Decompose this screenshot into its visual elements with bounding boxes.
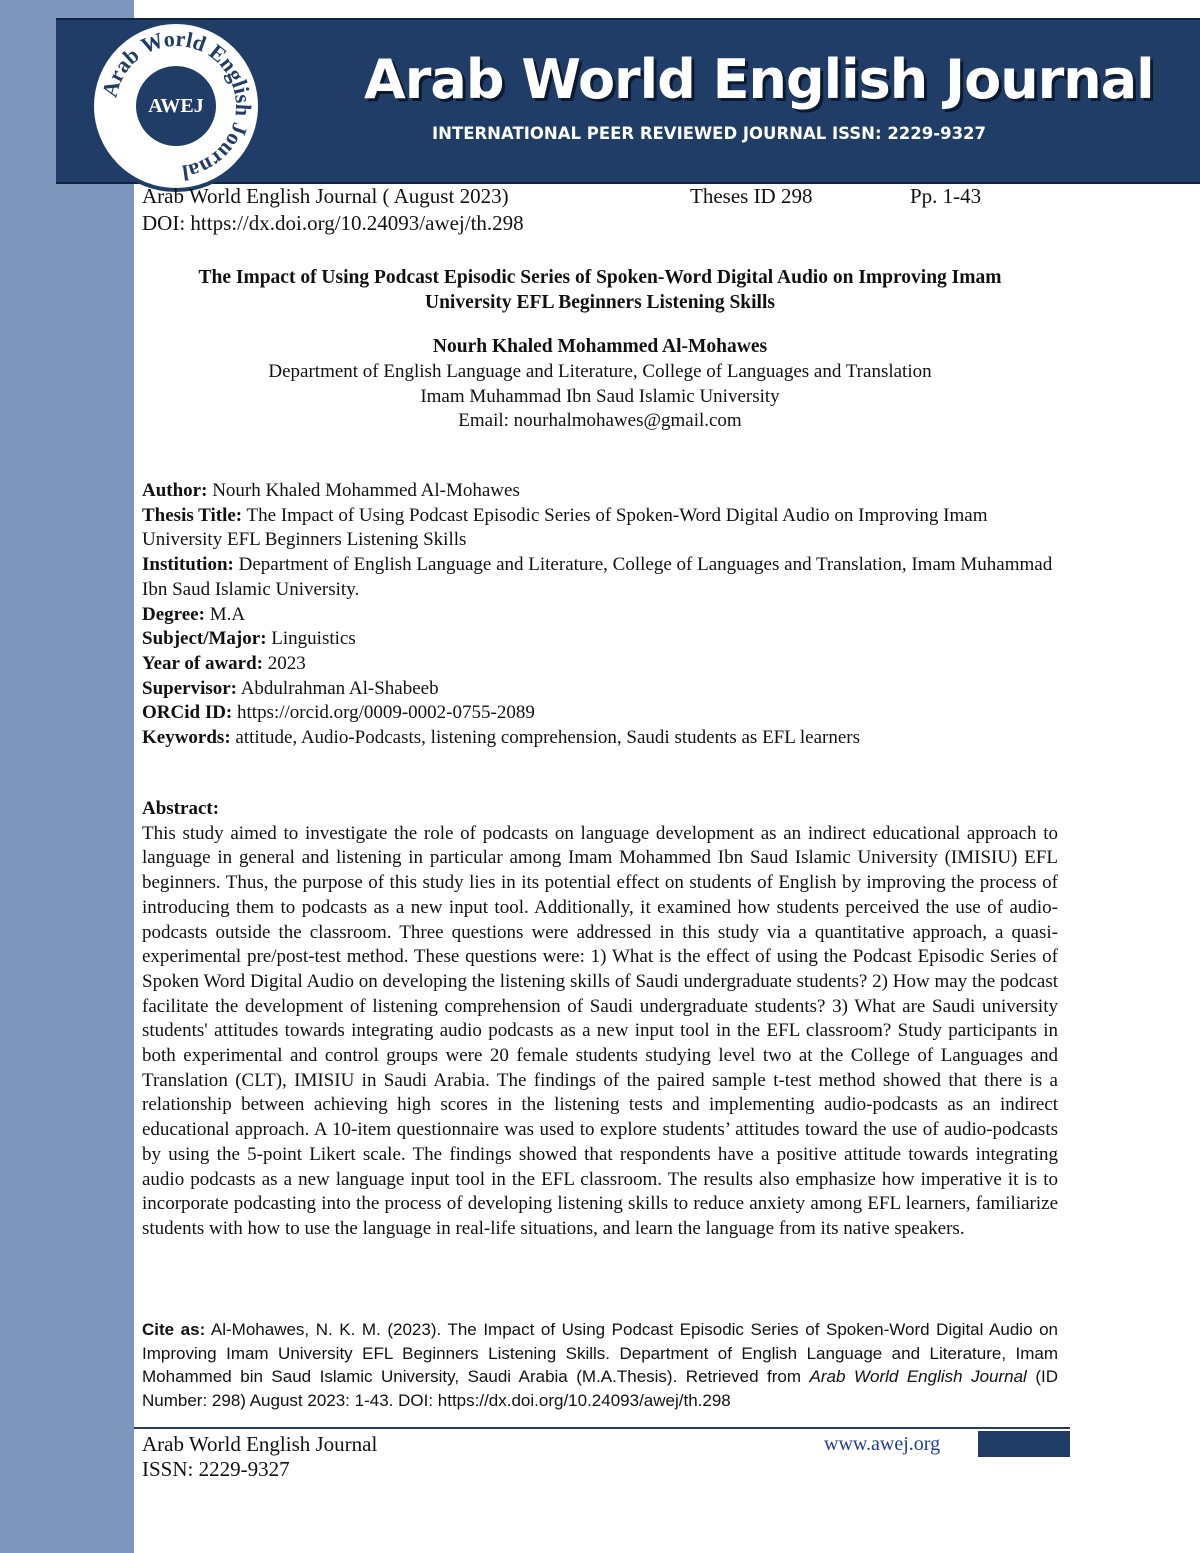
- page-range: Pp. 1-43: [910, 184, 982, 208]
- orcid-link[interactable]: https://orcid.org/0009-0002-0755-2089: [232, 702, 535, 724]
- paper-author: Nourh Khaled Mohammed Al-Mohawes: [432, 336, 768, 357]
- paper-title-line-1: The Impact of Using Podcast Episodic Series of Spoken-Word Digital Audio on Improving Imam: [198, 267, 1002, 288]
- meta-year: Year of award: 2023: [142, 652, 306, 674]
- logo-center-text: AWEJ: [136, 66, 216, 146]
- banner-title: Arab World English Journal: [364, 48, 1154, 111]
- abstract-heading: Abstract:: [142, 798, 220, 819]
- footer-website-link[interactable]: www.awej.org: [824, 1433, 941, 1455]
- abstract-body: This study aimed to investigate the role of podcasts on language development as an indirect educational approach to language in general and listening in particular among Imam Mohammed Ibn Saud Islamic University (IMISIU) EFL beginners. Thus, the purpose of this study lies in its potential effect on students of English by improving the process of introducing them to podcasts as a new input tool. Additionally, it examined how students perceived the use of audio-podcasts outside the classroom. Three questions were addressed in this study via a quantitative approach, a quasi-experimental pre/post-test method. These questions were: 1) What is the effect of using the Podcast Episodic Series of Spoken Word Digital Audio on developing the listening skills of Saudi undergraduate students? 2) How may the podcast facilitate the development of listening comprehension of Saudi undergraduate students? 3) What are Saudi university students' attitudes towards integrating audio podcasts as a new input tool in the EFL classroom? Study participants in both experimental and control groups were 20 female students studying level two at the College of Languages and Translation (CLT), IMISIU in Saudi Arabia. The findings of the paired sample t-test method showed that there is a relationship between achieving high scores in the listening tests and implementing audio-podcasts as an indirect educational approach. A 10-item questionnaire was used to explore students’ attitudes toward the use of audio-podcasts by using the 5-point Likert scale. The findings showed that respondents have a positive attitude towards integrating audio podcasts as a new language input tool in the EFL classroom. The results also emphasize how imperative it is to incorporate podcasting into the process of developing listening skills to reduce anxiety among EFL learners, familiarize students with how to use the language in real-life situations, and learn the language from its native speakers.: [142, 822, 1058, 1239]
- footer-journal-info: [142, 1432, 377, 1482]
- footer-issn: ISSN: 2229-9327: [142, 1457, 290, 1481]
- department: Department of English Language and Literature, College of Languages and Translation: [268, 361, 932, 382]
- meta-orcid: ORCid ID: https://orcid.org/0009-0002-0755-2089: [142, 702, 535, 724]
- paper-title: [142, 265, 1058, 315]
- left-color-bar: [0, 0, 134, 1553]
- meta-supervisor: Supervisor: Abdulrahman Al-Shabeeb: [142, 677, 439, 699]
- footer-color-block: [978, 1431, 1070, 1457]
- email[interactable]: Email: nourhalmohawes@gmail.com: [458, 410, 742, 431]
- cite-label: Cite as:: [142, 1320, 206, 1339]
- meta-thesis-title: Thesis Title: The Impact of Using Podcast Episodic Series of Spoken-Word Digital Audio on Improving Imam University EFL Beginners Listening Skills: [142, 504, 988, 551]
- cite-text-1: Al-Mohawes, N. K. M. (2023). The Impact of Using Podcast Episodic Series of Spoken-Word Digital Audio on Improving Imam University EFL Beginners Listening Skills. Department of English Language and Literature, Imam Mohammed bin Saud Islamic University, Saudi Arabia (M.A.Thesis). Retrieved from: [142, 1320, 1058, 1386]
- doi-link[interactable]: DOI: https://dx.doi.org/10.24093/awej/th.298: [142, 211, 524, 235]
- meta-institution: Institution: Department of English Language and Literature, College of Languages and Translation, Imam Muhammad Ibn Saud Islamic University.: [142, 554, 1053, 600]
- paper-title-line-2: University EFL Beginners Listening Skills: [425, 292, 775, 313]
- thesis-metadata: [142, 479, 1060, 751]
- meta-degree: Degree: M.A: [142, 603, 246, 625]
- journal-issue: Arab World English Journal ( August 2023): [142, 184, 509, 208]
- cite-journal: Arab World English Journal: [809, 1367, 1027, 1386]
- footer-journal: Arab World English Journal: [142, 1432, 378, 1456]
- university: Imam Muhammad Ibn Saud Islamic University: [420, 385, 780, 407]
- citation: [142, 1318, 1058, 1412]
- footer-divider: [134, 1427, 1070, 1429]
- awej-logo: [90, 20, 262, 192]
- affiliation: [142, 360, 1058, 434]
- theses-id: Theses ID 298: [690, 184, 813, 208]
- meta-author: Author: Nourh Khaled Mohammed Al-Mohawes: [142, 480, 520, 501]
- cite-text-2: (ID Number: 298) August 2023: 1-43. DOI: https://dx.doi.org/10.24093/awej/th.298: [142, 1367, 1058, 1410]
- banner-subtitle: INTERNATIONAL PEER REVIEWED JOURNAL ISSN: 2229-9327: [432, 124, 987, 143]
- logo-ring-text: Arab World English Journal: [96, 25, 257, 186]
- meta-keywords: Keywords: attitude, Audio-Podcasts, listening comprehension, Saudi students as EFL learners: [142, 727, 861, 749]
- abstract-section: [142, 797, 1058, 1242]
- meta-subject: Subject/Major: Linguistics: [142, 628, 356, 650]
